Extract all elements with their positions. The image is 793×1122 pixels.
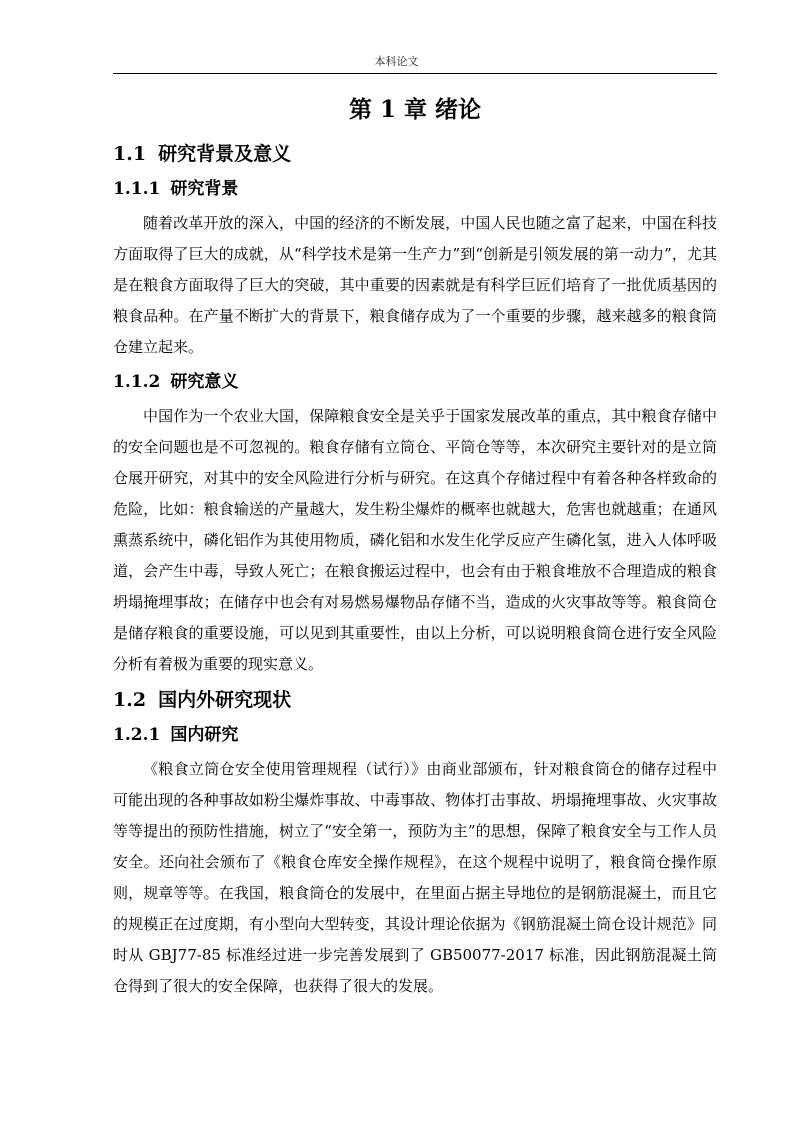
section-number: 1.2: [113, 689, 147, 711]
paragraph-domestic-research: 《粮食立筒仓安全使用管理规程（试行）》由商业部颁布，针对粮食筒仓的储存过程中可能出现的各种事故如粉尘爆炸事故、中毒事故、物体打击事故、坍塌掩埋事故、火灾事故等等提出的预防性措施，树立了“安全第一，预防为主”的思想，保障了粮食安全与工作人员安全。还向社会颁布了《粮食仓库安全操作规程》，在这个规程中说明了，粮食筒仓操作原则，规章等等。在我国，粮食筒仓的发展中，在里面占据主导地位的是钢筋混凝土，而且它的规模正在过度期，有小型向大型转变，其设计理论依据为《钢筋混凝土筒仓设计规范》同时从 GBJ77-85 标准经过进一步完善发展到了 GB50077-2017 标准，因此钢筋混凝土筒仓得到了很大的安全保障，也获得了很大的发展。: [113, 760, 717, 995]
page-body: [113, 92, 717, 1006]
subsection-number: 1.1.1: [113, 179, 161, 199]
subsection-heading-1-1-1: [113, 174, 717, 204]
running-header: 本科论文: [374, 55, 419, 68]
subsection-title: 研究意义: [170, 372, 239, 392]
subsection-number: 1.2.1: [113, 725, 161, 745]
paragraph-research-background: 随着改革开放的深入，中国的经济的不断发展，中国人民也随之富了起来，中国在科技方面取得了巨大的成就，从“科学技术是第一生产力”到“创新是引领发展的第一动力”，尤其是在粮食方面取得了巨大的突破，其中重要的因素就是有科学巨匠们培育了一批优质基因的粮食品种。在产量不断扩大的背景下，粮食储存成为了一个重要的步骤，越来越多的粮食筒仓建立起来。: [113, 214, 717, 356]
section-heading-1-2: [113, 684, 717, 716]
section-title: 国内外研究现状: [158, 689, 292, 711]
section-number: 1.1: [113, 143, 147, 165]
paragraph-research-significance: 中国作为一个农业大国，保障粮食安全是关乎于国家发展改革的重点，其中粮食存储中的安全问题也是不可忽视的。粮食存储有立筒仓、平筒仓等等，本次研究主要针对的是立筒仓展开研究，对其中的安全风险进行分析与研究。在这真个存储过程中有着各种各样致命的危险，比如：粮食输送的产量越大，发生粉尘爆炸的概率也就越大，危害也就越重；在通风熏蒸系统中，磷化铝作为其使用物质，磷化铝和水发生化学反应产生磷化氢，进入人体呼吸道，会产生中毒，导致人死亡；在粮食搬运过程中，也会有由于粮食堆放不合理造成的粮食坍塌掩埋事故；在储存中也会有对易燃易爆物品存储不当，造成的火灾事故等等。粮食筒仓是储存粮食的重要设施，可以见到其重要性，由以上分析，可以说明粮食筒仓进行安全风险分析有着极为重要的现实意义。: [113, 407, 717, 673]
header-divider: [113, 73, 717, 74]
subsection-title: 国内研究: [170, 725, 239, 745]
subsection-title: 研究背景: [170, 179, 239, 199]
section-title: 研究背景及意义: [158, 143, 292, 165]
subsection-heading-1-1-2: [113, 367, 717, 397]
chapter-title: 第 1 章 绪论: [348, 96, 482, 123]
subsection-heading-1-2-1: [113, 720, 717, 750]
subsection-number: 1.1.2: [113, 372, 161, 392]
section-heading-1-1: [113, 138, 717, 170]
